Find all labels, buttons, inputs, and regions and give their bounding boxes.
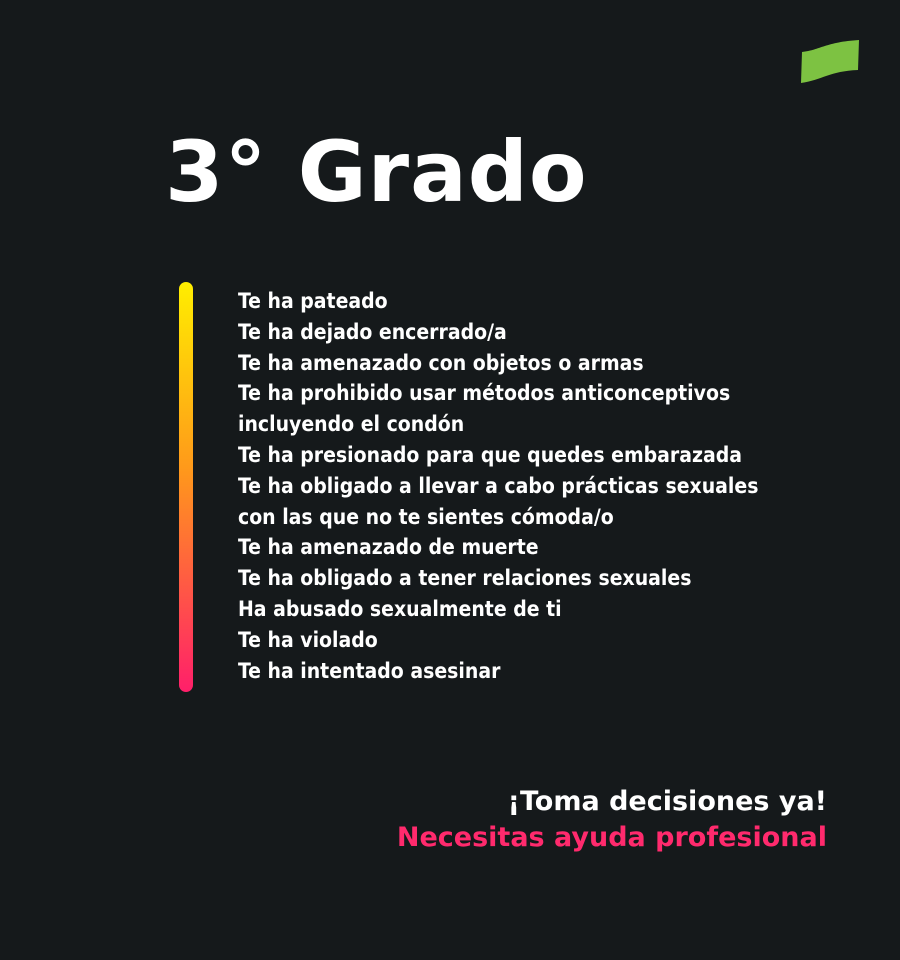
page-title: 3° Grado [165,123,588,221]
list-item: incluyendo el condón [238,412,465,437]
list-item: con las que no te sientes cómoda/o [238,504,614,529]
list-item: Te ha obligado a llevar a cabo prácticas sexuales [238,473,759,498]
list-item: Te ha obligado a tener relaciones sexuales [238,566,692,591]
behavior-list [238,286,758,686]
list-item: Te ha amenazado con objetos o armas [238,350,644,375]
thermometer-scale-icon [174,280,224,695]
list-item: Te ha violado [238,627,378,652]
list-item: Te ha pateado [238,289,388,313]
list-item: Te ha dejado encerrado/a [238,319,507,344]
list-item: Ha abusado sexualmente de ti [238,596,562,621]
cta-subline: Necesitas ayuda profesional [396,822,827,853]
list-item: Te ha presionado para que quedes embarazada [238,442,742,467]
call-to-action [397,784,827,856]
cta-headline: ¡Toma decisiones ya! [507,786,827,817]
list-item: Te ha prohibido usar métodos anticonceptivos [238,381,731,406]
green-flag-icon [800,38,860,84]
list-item: Te ha amenazado de muerte [238,535,539,560]
list-item: Te ha intentado asesinar [238,658,501,683]
